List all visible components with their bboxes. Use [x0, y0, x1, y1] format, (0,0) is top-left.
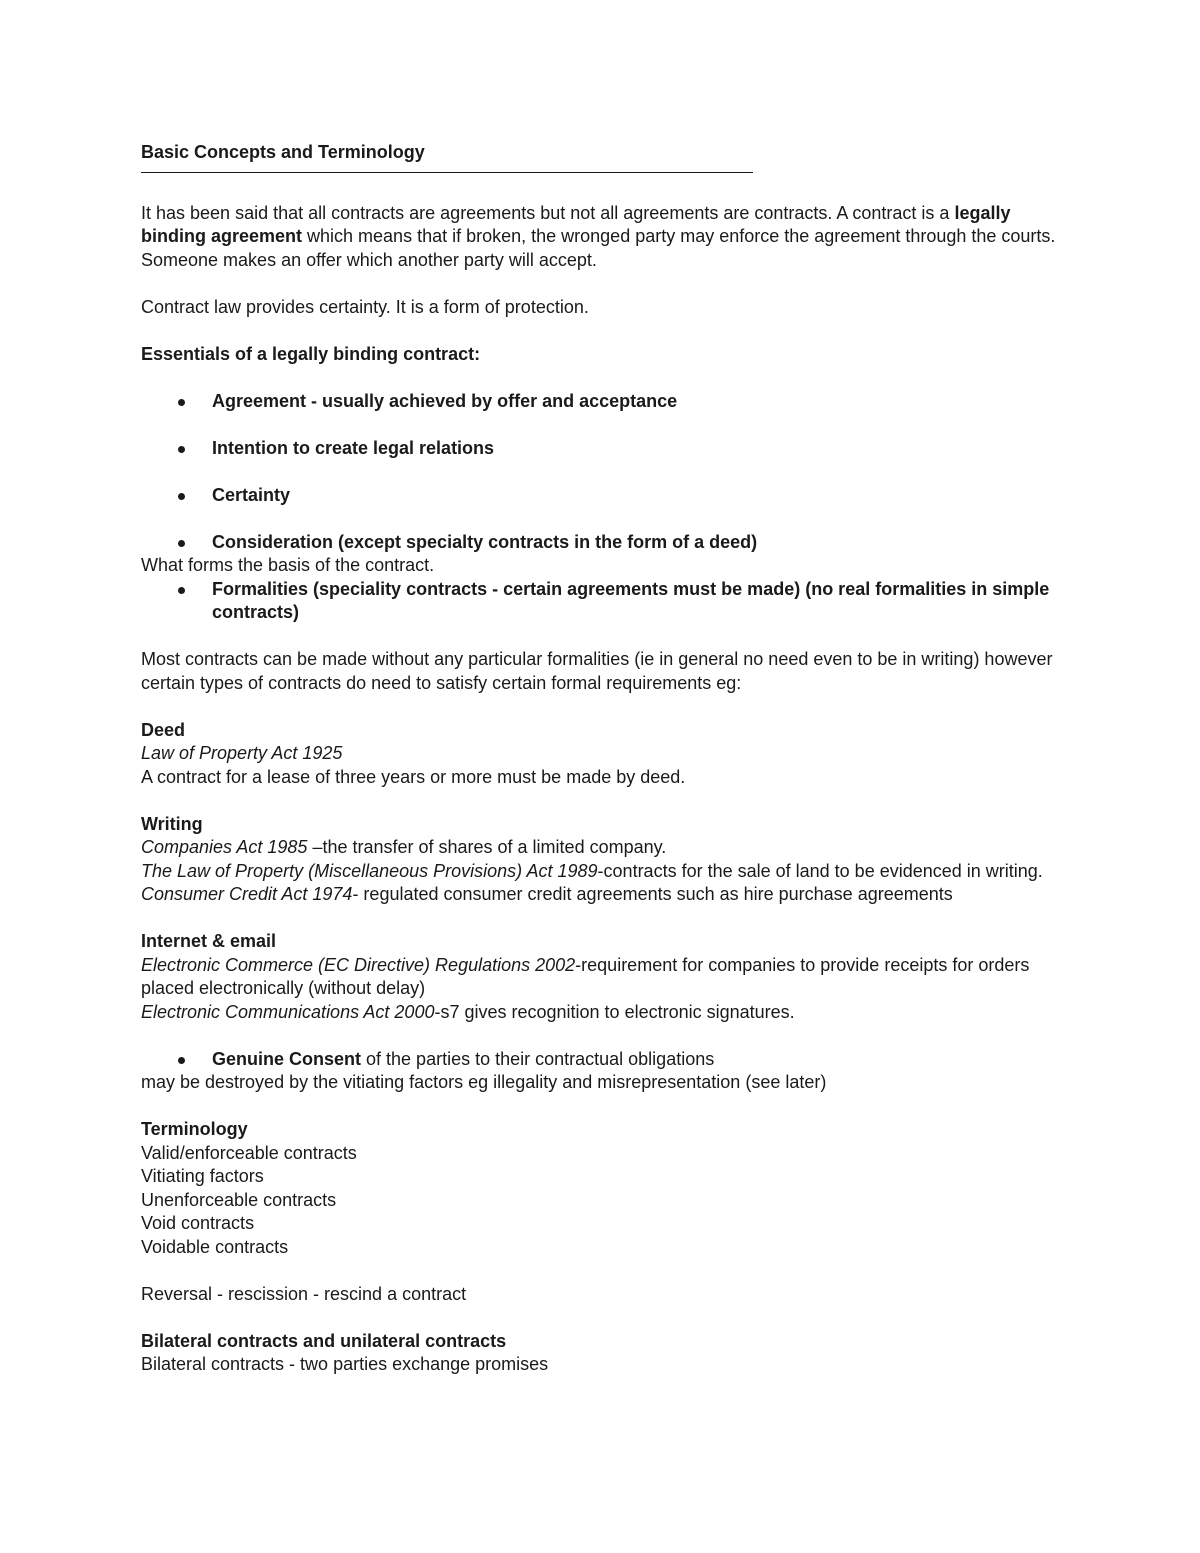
intro-text-1: It has been said that all contracts are agreements but not all agreements are contracts. A contract is a — [141, 202, 955, 223]
list-item: Intention to create legal relations — [141, 437, 1071, 461]
terminology-item: Voidable contracts — [141, 1236, 289, 1257]
reversal-line: Reversal - rescission - rescind a contract — [141, 1283, 467, 1304]
consideration-note: What forms the basis of the contract. — [141, 555, 435, 575]
writing-item: The Law of Property (Miscellaneous Provisions) Act 1989-contracts for the sale of land to be evidenced in writing. — [141, 860, 1043, 881]
terminology-item: Vitiating factors — [141, 1166, 264, 1186]
bullet-icon — [178, 1057, 185, 1064]
title-underline — [141, 172, 753, 173]
consent-list — [141, 1048, 1071, 1072]
internet-heading: Internet & email — [141, 931, 277, 951]
internet-item: Electronic Communications Act 2000-s7 gives recognition to electronic signatures. — [141, 1001, 795, 1022]
list-item: Consideration (except specialty contracts in the form of a deed) — [141, 531, 1071, 555]
essentials-heading: Essentials of a legally binding contract: — [141, 343, 481, 364]
consent-note: may be destroyed by the vitiating factors eg illegality and misrepresentation (see later) — [141, 1072, 827, 1092]
deed-heading: Deed — [141, 719, 186, 740]
document-title: Basic Concepts and Terminology — [141, 142, 425, 162]
deed-act: Law of Property Act 1925 — [141, 743, 343, 763]
bilateral-text: Bilateral contracts - two parties exchange promises — [141, 1354, 549, 1374]
bullet-icon — [178, 493, 185, 500]
document-page — [141, 141, 1071, 1377]
bullet-icon — [178, 540, 185, 547]
internet-item: Electronic Commerce (EC Directive) Regulations 2002-requirement for companies to provide receipts for orders placed electronically (without delay) — [141, 954, 1030, 998]
list-item: Agreement - usually achieved by offer and acceptance — [141, 390, 1071, 414]
formalities-list — [141, 578, 1071, 625]
intro-text-2: which means that if broken, the wronged party may enforce the agreement through the courts. Someone makes an offer which another party will accept. — [141, 226, 1056, 270]
list-item: Formalities (speciality contracts - certain agreements must be made) (no real formalities in simple contracts) — [141, 578, 1071, 625]
terminology-item: Valid/enforceable contracts — [141, 1142, 357, 1163]
terminology-item: Unenforceable contracts — [141, 1189, 337, 1210]
essentials-list — [141, 390, 1071, 555]
writing-item: Companies Act 1985 –the transfer of shares of a limited company. — [141, 837, 667, 857]
list-item: Genuine Consent of the parties to their contractual obligations — [141, 1048, 1071, 1072]
terminology-item: Void contracts — [141, 1213, 255, 1233]
bullet-icon — [178, 446, 185, 453]
writing-item: Consumer Credit Act 1974- regulated consumer credit agreements such as hire purchase agreements — [141, 884, 953, 904]
list-item: Certainty — [141, 484, 1071, 508]
formalities-paragraph: Most contracts can be made without any particular formalities (ie in general no need even to be in writing) however certain types of contracts do need to satisfy certain formal requirements eg: — [141, 649, 1053, 693]
intro-paragraph — [141, 202, 1071, 273]
deed-text: A contract for a lease of three years or more must be made by deed. — [141, 766, 686, 787]
terminology-heading: Terminology — [141, 1119, 248, 1139]
intro-bold-term: legally binding agreement — [141, 202, 1011, 246]
bullet-icon — [178, 587, 185, 594]
certainty-line: Contract law provides certainty. It is a form of protection. — [141, 296, 589, 317]
bullet-icon — [178, 399, 185, 406]
writing-heading: Writing — [141, 813, 203, 834]
bilateral-heading: Bilateral contracts and unilateral contracts — [141, 1330, 507, 1351]
